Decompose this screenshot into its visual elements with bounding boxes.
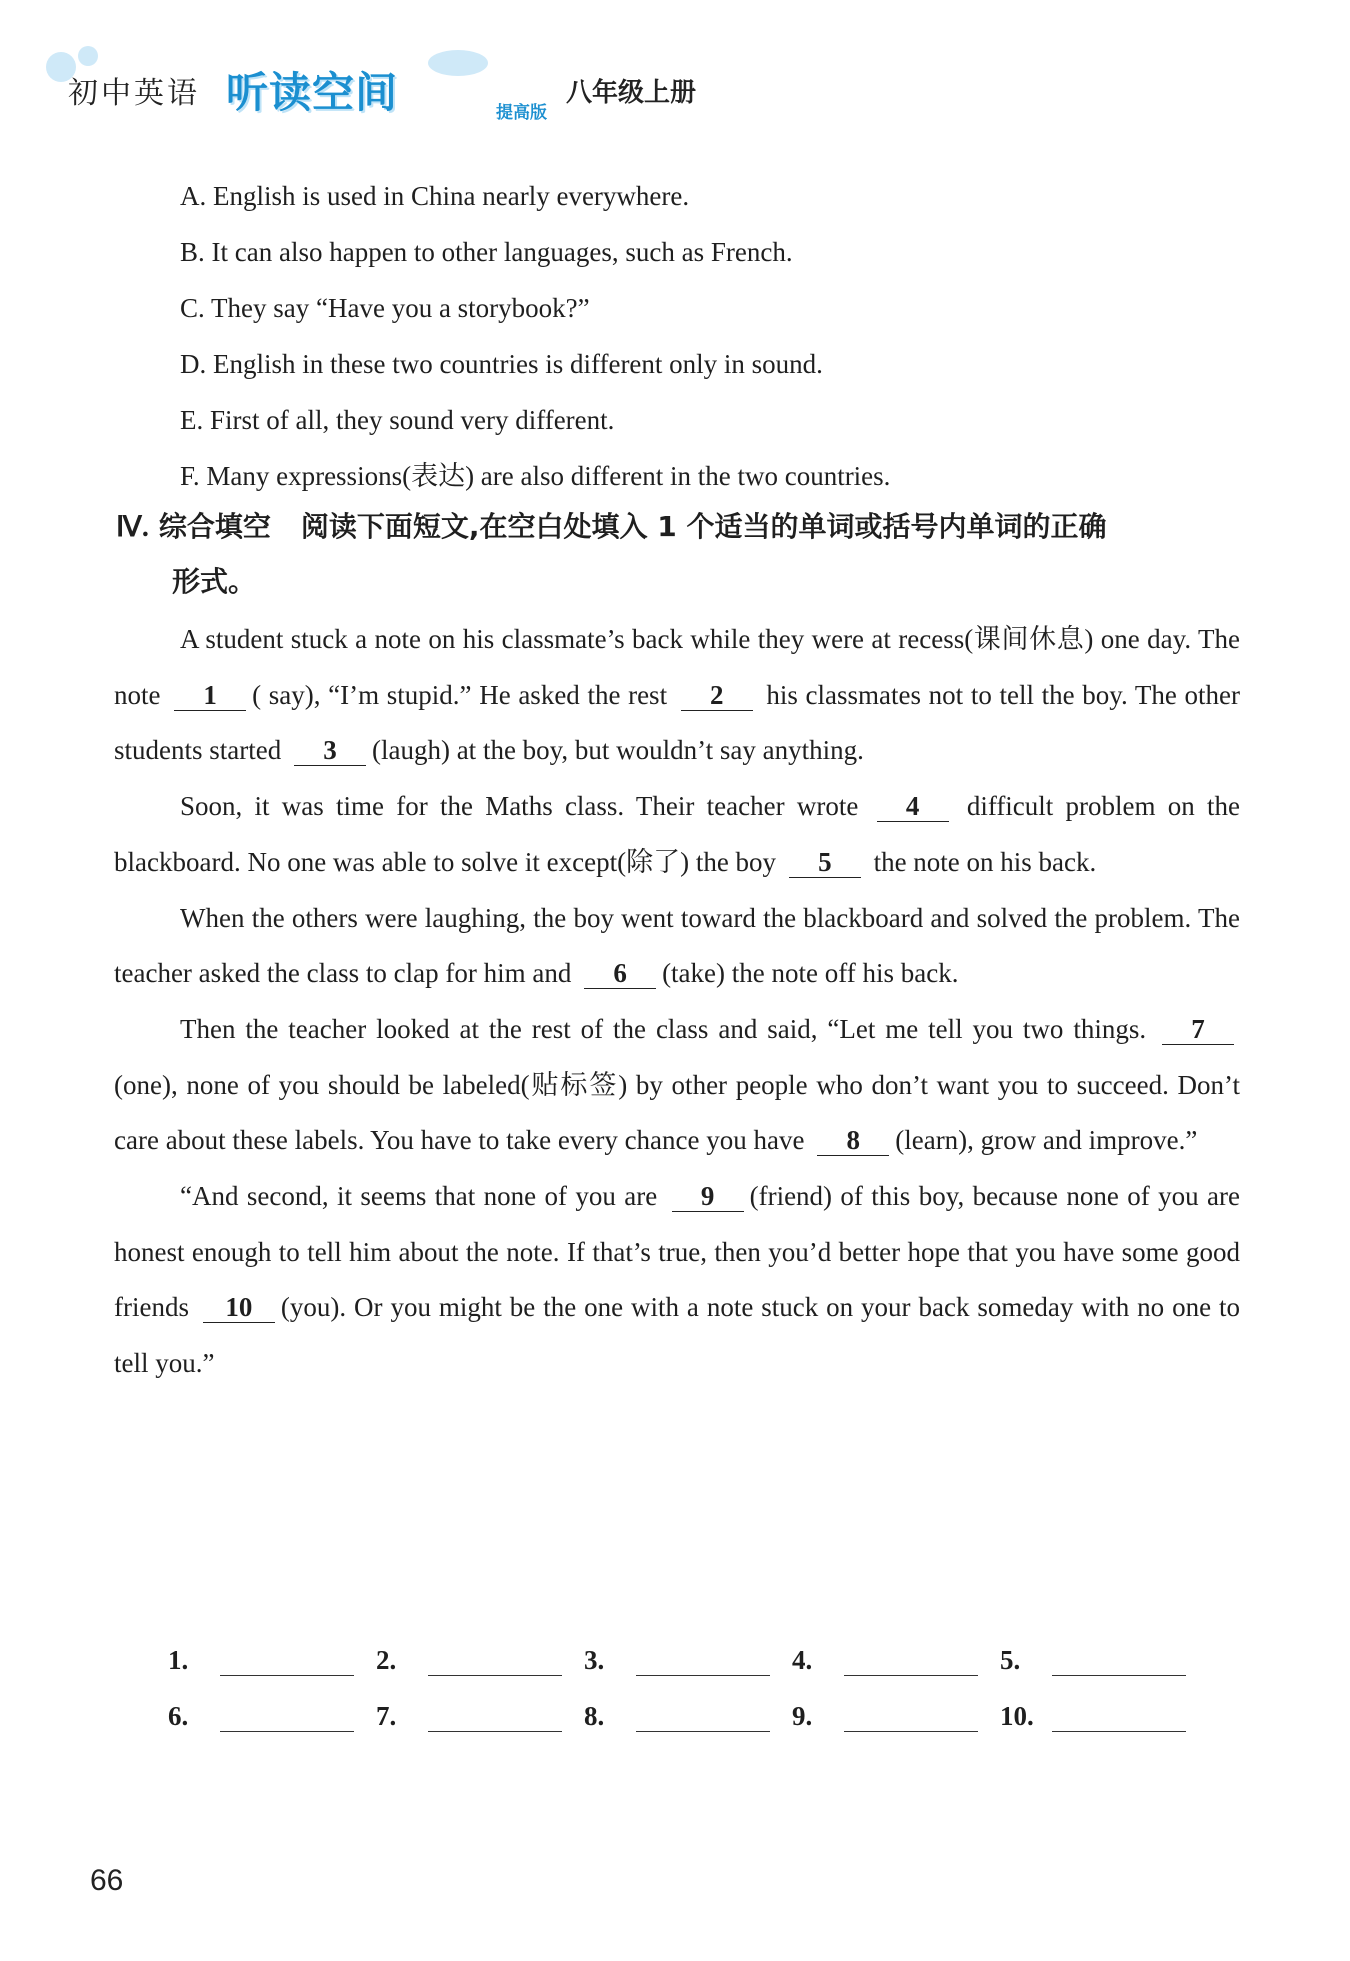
passage-text: (you). Or you might be the one with a note stuck on your back someday with no one to tell you.” [114,1292,1240,1379]
option-e: E. First of all, they sound very different. [180,405,615,435]
answer-slot-3 [584,1620,792,1676]
option-list [180,168,1280,504]
blank-6: 6 [584,958,656,989]
answer-slot-10 [1000,1676,1208,1732]
passage-text: Then the teacher looked at the rest of the class and said, “Let me tell you two things. [180,1013,1147,1044]
passage-text: (learn), grow and improve.” [895,1125,1198,1156]
answer-number: 6. [168,1701,189,1731]
passage-text: (take) the note off his back. [662,958,959,989]
paragraph-1 [114,612,1240,779]
answer-grid [168,1620,1208,1732]
answer-line[interactable] [844,1701,978,1732]
series-title: 初中英语 [68,76,200,111]
blank-2: 2 [681,680,753,711]
passage-text: the note on his back. [873,846,1097,877]
blank-8: 8 [817,1125,889,1156]
passage-text: his classmates not to tell the boy. The other students started [114,679,1241,766]
page-header [68,56,768,136]
answer-line[interactable] [428,1645,562,1676]
grade-label: 八年级上册 [566,78,697,108]
option-a: A. English is used in China nearly everywhere. [180,181,690,211]
answer-row [168,1620,1208,1676]
passage-text: “And second, it seems that none of you are [180,1181,658,1212]
section-instruction [116,500,1246,555]
section-heading [116,500,1246,609]
answer-number: 10. [1000,1701,1034,1731]
blank-10: 10 [203,1292,275,1323]
answer-line[interactable] [220,1701,354,1732]
paragraph-4 [114,1002,1240,1169]
passage-text: (laugh) at the boy, but wouldn’t say anything. [371,735,864,766]
answer-slot-9 [792,1676,1000,1732]
answer-number: 5. [1000,1645,1021,1675]
passage-text: (one), none of you should be labeled(贴标签) by other people who don’t want you to succeed. Don’t care about these labels. You have to take every chance you have [114,1069,1240,1156]
answer-slot-1 [168,1620,376,1676]
passage-text: When the others were laughing, the boy went toward the blackboard and solved the problem. The teacher asked the class to clap for him and [114,902,1240,989]
answer-row [168,1676,1208,1732]
answer-number: 2. [376,1645,397,1675]
page-number: 66 [90,1864,124,1897]
option-d: D. English in these two countries is different only in sound. [180,349,823,379]
answer-number: 4. [792,1645,813,1675]
bubble-decoration [78,46,98,66]
answer-slot-4 [792,1620,1000,1676]
option-f: F. Many expressions(表达) are also different in the two countries. [180,461,891,491]
blank-7: 7 [1162,1014,1234,1045]
option-c: C. They say “Have you a storybook?” [180,293,590,323]
answer-line[interactable] [1052,1645,1186,1676]
brand-logo: 听读空间 [226,68,399,117]
section-title: 综合填空 [158,510,271,543]
answer-slot-8 [584,1676,792,1732]
answer-number: 1. [168,1645,189,1675]
answer-line[interactable] [636,1701,770,1732]
paragraph-3 [114,891,1240,1002]
answer-line[interactable] [1052,1701,1186,1732]
blank-4: 4 [877,791,949,822]
blank-9: 9 [672,1181,744,1212]
passage-text: ( say), “I’m stupid.” He asked the rest [252,679,668,710]
passage-text: Soon, it was time for the Maths class. Their teacher wrote [180,791,859,822]
blank-5: 5 [789,847,861,878]
cloze-passage [114,612,1240,1392]
paragraph-5 [114,1169,1240,1392]
answer-slot-2 [376,1620,584,1676]
answer-line[interactable] [844,1645,978,1676]
answer-slot-6 [168,1676,376,1732]
answer-number: 7. [376,1701,397,1731]
answer-number: 9. [792,1701,813,1731]
blank-1: 1 [174,680,246,711]
answer-slot-5 [1000,1620,1208,1676]
instruction-line-2: 形式。 [172,565,257,598]
passage-text: A student stuck a note on his classmate’s back while they were at recess(课间休息) one day. The note [114,624,1240,710]
section-number: Ⅳ. [116,512,149,543]
blank-3: 3 [294,735,366,766]
option-b: B. It can also happen to other languages, such as French. [180,237,793,267]
answer-number: 3. [584,1645,605,1675]
answer-number: 8. [584,1701,605,1731]
answer-line[interactable] [220,1645,354,1676]
passage-text: (friend) of this boy, because none of you are honest enough to tell him about the note. If that’s true, then you’d better hope that you have some good friends [114,1181,1240,1323]
answer-slot-7 [376,1676,584,1732]
answer-line[interactable] [428,1701,562,1732]
edition-label: 提高版 [496,103,547,123]
answer-line[interactable] [636,1645,770,1676]
passage-text: difficult problem on the blackboard. No one was able to solve it except(除了) the boy [114,791,1241,877]
paragraph-2 [114,779,1240,890]
bubble-decoration [428,50,488,76]
instruction-line-1: 阅读下面短文,在空白处填入 1 个适当的单词或括号内单词的正确 [300,510,1107,543]
